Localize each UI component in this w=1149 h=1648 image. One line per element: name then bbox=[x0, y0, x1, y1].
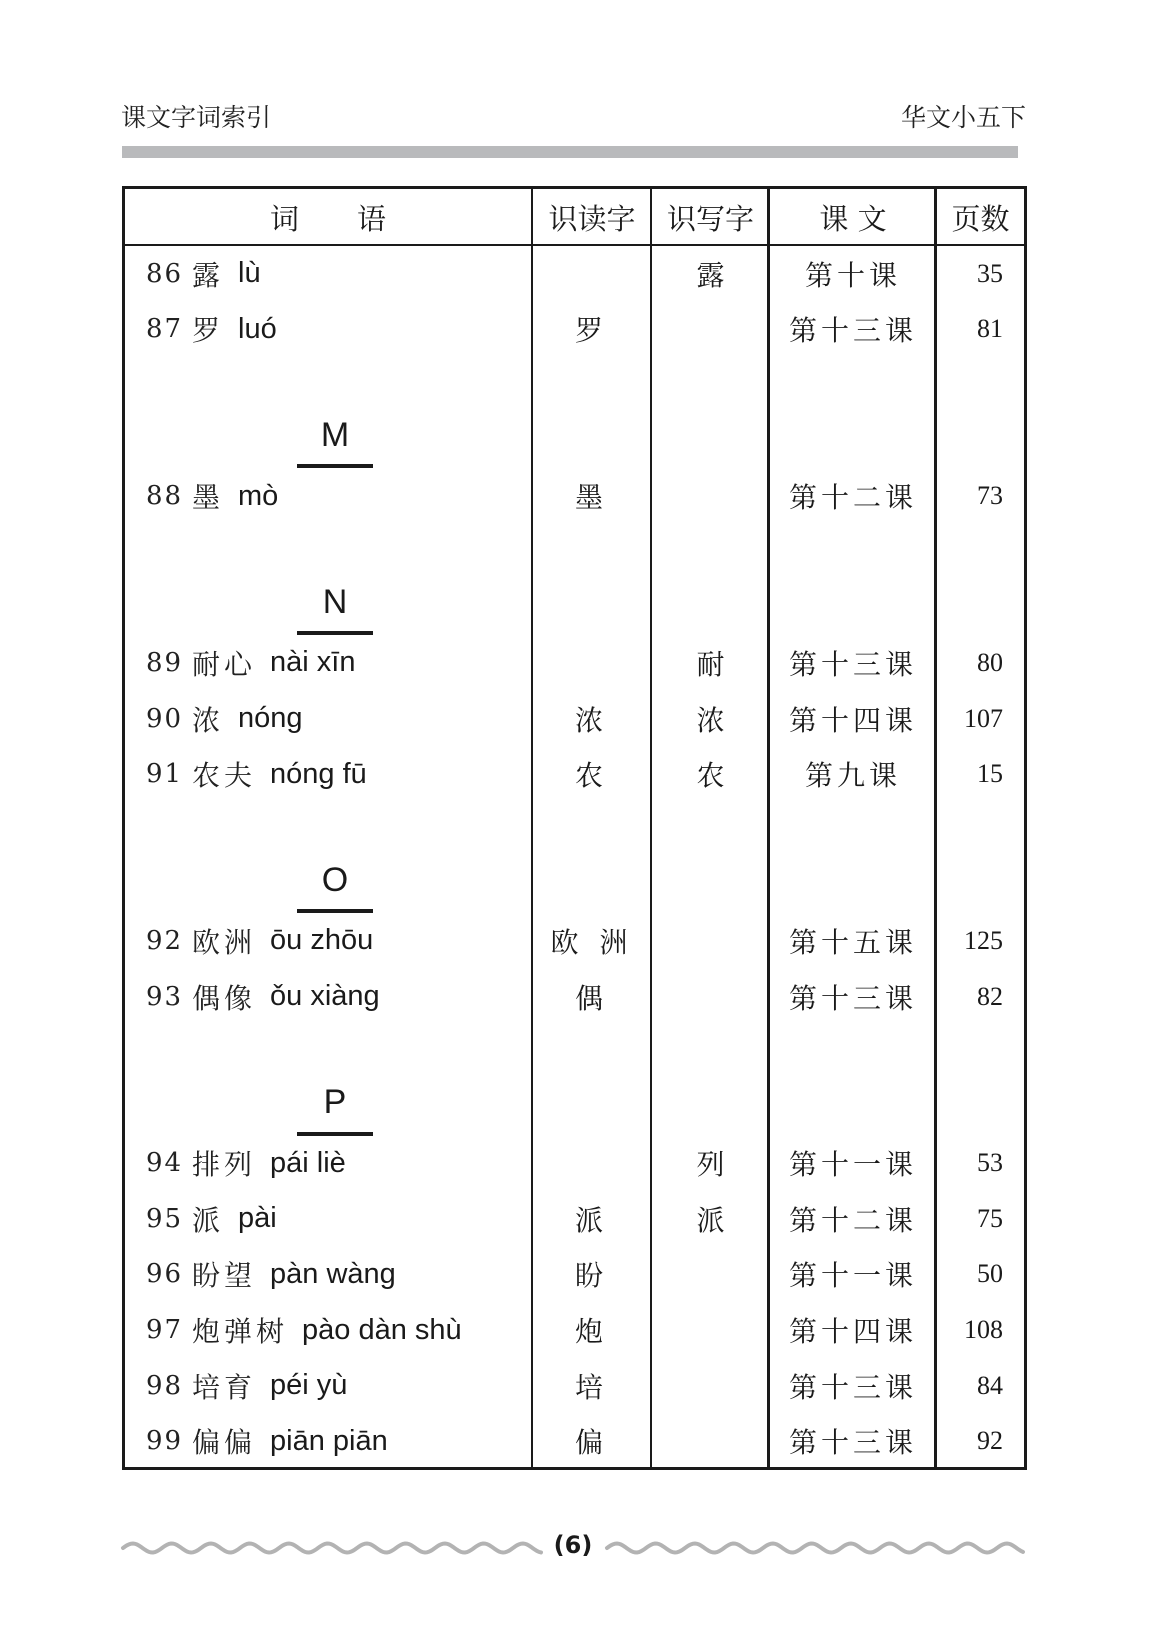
spacer-row bbox=[125, 357, 1024, 413]
running-head-section-title: 课文字词索引 bbox=[121, 103, 272, 132]
entry-number: 92 bbox=[146, 925, 184, 956]
read-character-cell: 派 bbox=[574, 1203, 609, 1237]
page-cell: 35 bbox=[977, 258, 1003, 288]
word-cell bbox=[125, 468, 531, 524]
read-character-cell: 偏 bbox=[574, 1426, 609, 1460]
section-letter: M bbox=[297, 413, 373, 469]
word-pinyin: luó bbox=[238, 312, 277, 345]
entry-number: 93 bbox=[146, 981, 184, 1012]
page-cell: 107 bbox=[964, 703, 1003, 733]
read-character-cell: 墨 bbox=[574, 481, 609, 515]
read-character-cell: 浓 bbox=[574, 703, 609, 737]
word-hanzi: 墨 bbox=[192, 481, 225, 515]
word-cell bbox=[125, 246, 531, 302]
word-pinyin: nóng fū bbox=[270, 757, 367, 790]
entry-number: 90 bbox=[146, 703, 184, 734]
page-footer bbox=[0, 1528, 1149, 1568]
page-cell: 81 bbox=[977, 314, 1003, 344]
spacer-row bbox=[125, 1024, 1024, 1080]
spacer-row bbox=[125, 802, 1024, 858]
write-character-cell: 浓 bbox=[696, 703, 725, 737]
section-heading-row bbox=[125, 1080, 1024, 1136]
section-letter: O bbox=[297, 858, 373, 914]
write-character-cell bbox=[652, 913, 769, 969]
read-character-cell: 炮 bbox=[574, 1315, 609, 1349]
word-pinyin: ǒu xiàng bbox=[270, 980, 380, 1013]
word-cell bbox=[125, 1358, 531, 1414]
lesson-cell: 第十二课 bbox=[788, 481, 917, 515]
section-heading-row bbox=[125, 413, 1024, 469]
read-character-cell bbox=[532, 1136, 652, 1192]
entry-number: 96 bbox=[146, 1259, 184, 1290]
word-hanzi: 炮弹树 bbox=[192, 1315, 289, 1349]
write-character-cell bbox=[652, 1247, 769, 1303]
word-cell bbox=[125, 1136, 531, 1192]
table-row bbox=[125, 969, 1024, 1025]
word-cell bbox=[125, 1413, 531, 1469]
write-character-cell: 派 bbox=[696, 1203, 725, 1237]
table-row bbox=[125, 635, 1024, 691]
lesson-cell: 第十三课 bbox=[788, 981, 917, 1015]
word-pinyin: nài xīn bbox=[270, 646, 356, 679]
column-header-read-characters: 识读字 bbox=[548, 202, 636, 236]
entry-number: 95 bbox=[146, 1203, 184, 1234]
lesson-cell: 第十三课 bbox=[788, 647, 917, 681]
column-header-word: 词 语 bbox=[269, 202, 386, 236]
page-cell: 50 bbox=[977, 1259, 1003, 1289]
word-pinyin: piān piān bbox=[270, 1424, 388, 1457]
section-heading-row bbox=[125, 580, 1024, 636]
word-hanzi: 排列 bbox=[192, 1148, 257, 1182]
write-character-cell bbox=[652, 1413, 769, 1469]
word-cell bbox=[125, 302, 531, 358]
column-header-write-characters: 识写字 bbox=[666, 202, 754, 236]
read-character-cell: 偶 bbox=[574, 981, 609, 1015]
word-cell bbox=[125, 691, 531, 747]
entry-number: 94 bbox=[146, 1148, 184, 1179]
header-rule bbox=[122, 146, 1018, 158]
word-cell bbox=[125, 969, 531, 1025]
word-hanzi: 农夫 bbox=[192, 759, 257, 793]
write-character-cell bbox=[652, 302, 769, 358]
word-pinyin: pái liè bbox=[270, 1146, 346, 1179]
word-pinyin: pào dàn shù bbox=[302, 1313, 462, 1346]
table-header-row bbox=[125, 189, 1024, 246]
lesson-cell: 第十一课 bbox=[788, 1259, 917, 1293]
word-pinyin: lù bbox=[238, 257, 261, 290]
lesson-cell: 第十三课 bbox=[788, 1370, 917, 1404]
word-hanzi: 罗 bbox=[192, 314, 225, 348]
lesson-cell: 第九课 bbox=[804, 759, 901, 793]
table-row bbox=[125, 691, 1024, 747]
write-character-cell bbox=[652, 1358, 769, 1414]
lesson-cell: 第十二课 bbox=[788, 1203, 917, 1237]
write-character-cell bbox=[652, 969, 769, 1025]
word-hanzi: 偏偏 bbox=[192, 1426, 257, 1460]
running-head-book-title: 华文小五下 bbox=[900, 103, 1026, 132]
page-cell: 73 bbox=[977, 481, 1003, 511]
column-header-lesson: 课 文 bbox=[819, 202, 887, 236]
page-cell: 53 bbox=[977, 1148, 1003, 1178]
word-cell bbox=[125, 913, 531, 969]
write-character-cell: 农 bbox=[696, 759, 725, 793]
column-header-page: 页数 bbox=[951, 202, 1010, 236]
write-character-cell: 列 bbox=[696, 1148, 725, 1182]
entry-number: 99 bbox=[146, 1426, 184, 1457]
page-cell: 108 bbox=[964, 1315, 1003, 1345]
page-cell: 125 bbox=[964, 925, 1003, 955]
read-character-cell: 罗 bbox=[574, 314, 609, 348]
word-hanzi: 耐心 bbox=[192, 647, 257, 681]
word-hanzi: 欧洲 bbox=[192, 925, 257, 959]
lesson-cell: 第十三课 bbox=[788, 314, 917, 348]
entry-number: 97 bbox=[146, 1315, 184, 1346]
lesson-cell: 第十四课 bbox=[788, 1315, 917, 1349]
word-cell bbox=[125, 1191, 531, 1247]
word-index-table bbox=[122, 186, 1027, 1470]
read-character-cell: 农 bbox=[574, 759, 609, 793]
read-character-cell: 盼 bbox=[574, 1259, 609, 1293]
lesson-cell: 第十一课 bbox=[788, 1148, 917, 1182]
table-row bbox=[125, 1302, 1024, 1358]
word-pinyin: pài bbox=[238, 1202, 277, 1235]
page-cell: 84 bbox=[977, 1370, 1003, 1400]
table-row bbox=[125, 1136, 1024, 1192]
lesson-cell: 第十三课 bbox=[788, 1426, 917, 1460]
table-body bbox=[125, 246, 1024, 1469]
entry-number: 91 bbox=[146, 759, 184, 790]
write-character-cell: 耐 bbox=[696, 647, 725, 681]
table-row bbox=[125, 913, 1024, 969]
word-pinyin: nóng bbox=[238, 702, 303, 735]
word-cell bbox=[125, 635, 531, 691]
entry-number: 89 bbox=[146, 647, 184, 678]
write-character-cell bbox=[652, 468, 769, 524]
lesson-cell: 第十四课 bbox=[788, 703, 917, 737]
read-character-cell bbox=[532, 635, 652, 691]
word-hanzi: 浓 bbox=[192, 703, 225, 737]
entry-number: 88 bbox=[146, 481, 184, 512]
lesson-cell: 第十五课 bbox=[788, 925, 917, 959]
section-letter: P bbox=[297, 1080, 373, 1136]
word-hanzi: 派 bbox=[192, 1203, 225, 1237]
table-row bbox=[125, 302, 1024, 358]
page-cell: 15 bbox=[977, 759, 1003, 789]
entry-number: 98 bbox=[146, 1370, 184, 1401]
page-cell: 75 bbox=[977, 1203, 1003, 1233]
page-number: (6) bbox=[553, 1531, 593, 1559]
section-heading-row bbox=[125, 858, 1024, 914]
word-pinyin: mò bbox=[238, 479, 279, 512]
table-row bbox=[125, 246, 1024, 302]
table-row bbox=[125, 1413, 1024, 1469]
table-row bbox=[125, 1191, 1024, 1247]
section-letter: N bbox=[297, 580, 373, 636]
page-cell: 92 bbox=[977, 1426, 1003, 1456]
read-character-cell: 培 bbox=[574, 1370, 609, 1404]
page-cell: 80 bbox=[977, 647, 1003, 677]
page-cell: 82 bbox=[977, 981, 1003, 1011]
word-pinyin: pàn wàng bbox=[270, 1257, 396, 1290]
spacer-row bbox=[125, 524, 1024, 580]
word-cell bbox=[125, 746, 531, 802]
entry-number: 87 bbox=[146, 314, 184, 345]
read-character-cell bbox=[532, 246, 652, 302]
word-pinyin: ōu zhōu bbox=[270, 924, 374, 957]
word-pinyin: péi yù bbox=[270, 1369, 348, 1402]
table-row bbox=[125, 1358, 1024, 1414]
table-row bbox=[125, 468, 1024, 524]
write-character-cell: 露 bbox=[696, 258, 725, 292]
write-character-cell bbox=[652, 1302, 769, 1358]
word-hanzi: 培育 bbox=[192, 1370, 257, 1404]
table-row bbox=[125, 746, 1024, 802]
lesson-cell: 第十课 bbox=[804, 258, 901, 292]
word-hanzi: 盼望 bbox=[192, 1259, 257, 1293]
read-character-cell: 欧 洲 bbox=[550, 925, 634, 959]
word-hanzi: 偶像 bbox=[192, 981, 257, 1015]
word-cell bbox=[125, 1302, 531, 1358]
table-row bbox=[125, 1247, 1024, 1303]
word-cell bbox=[125, 1247, 531, 1303]
entry-number: 86 bbox=[146, 258, 184, 289]
word-hanzi: 露 bbox=[192, 258, 225, 292]
